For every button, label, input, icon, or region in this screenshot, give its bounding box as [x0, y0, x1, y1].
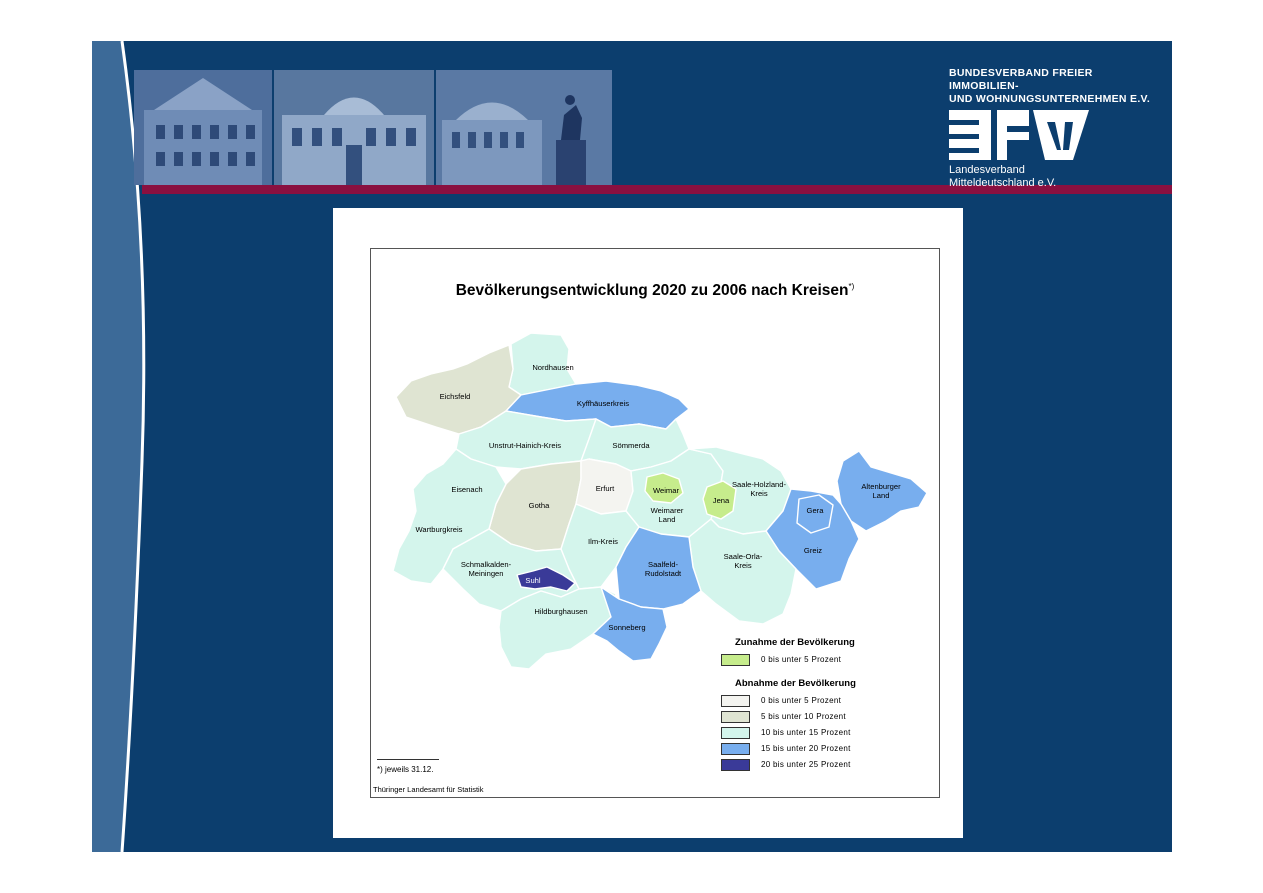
legend-increase-heading: Zunahme der Bevölkerung: [735, 637, 855, 648]
label-wartburgkreis: Wartburgkreis: [415, 525, 463, 534]
label-schmalkalden: Schmalkalden-Meiningen: [460, 560, 512, 578]
label-unstrut-hainich: Unstrut-Hainich-Kreis: [488, 441, 562, 450]
map-title-mark: *): [848, 282, 855, 291]
legend-swatch: [721, 743, 750, 755]
legend-decrease-list: [721, 695, 931, 775]
footnote-rule: [377, 759, 439, 760]
source-note: Thüringer Landesamt für Statistik: [373, 785, 484, 794]
legend-decrease-row: [721, 727, 931, 743]
legend-label: 5 bis unter 10 Prozent: [761, 712, 846, 721]
legend-increase-list: [721, 654, 931, 670]
building-photo: [134, 70, 272, 185]
legend-increase-row: [721, 654, 931, 670]
bfw-logo-mark: [949, 110, 1089, 160]
opera-statue-photo: [436, 70, 612, 185]
label-altenburger-land: Altenburger Land: [861, 482, 901, 500]
legend-label: 15 bis unter 20 Prozent: [761, 744, 851, 753]
org-title: BUNDESVERBAND FREIER IMMOBILIEN- UND WOHNUNGSUNTERNEHMEN E.V.: [949, 67, 1151, 105]
label-saale-orla: Saale-Orla-Kreis: [723, 552, 763, 570]
legend-label: 10 bis unter 15 Prozent: [761, 728, 851, 737]
map-legend: [721, 637, 931, 775]
footnote: *) jeweils 31.12.: [377, 765, 434, 774]
label-nordhausen: Nordhausen: [532, 363, 574, 372]
label-erfurt: Erfurt: [595, 484, 615, 493]
legend-label: 0 bis unter 5 Prozent: [761, 696, 842, 705]
label-kyffhaeuserkreis: Kyffhäuserkreis: [576, 399, 630, 408]
label-saale-holzland: Saale-Holzland-Kreis: [731, 480, 787, 498]
label-greiz: Greiz: [803, 546, 823, 555]
label-saalfeld: Saalfeld-Rudolstadt: [644, 560, 682, 578]
label-suhl: Suhl: [525, 576, 541, 585]
legend-decrease-row: [721, 759, 931, 775]
legend-decrease-heading: Abnahme der Bevölkerung: [735, 678, 856, 689]
bfw-logo: [949, 67, 1159, 190]
legend-label: 20 bis unter 25 Prozent: [761, 760, 851, 769]
label-weimarer-land: Weimarer Land: [650, 506, 684, 524]
legend-label: 0 bis unter 5 Prozent: [761, 655, 842, 664]
palace-photo: [274, 70, 434, 185]
legend-decrease-row: [721, 695, 931, 711]
label-ilm-kreis: Ilm-Kreis: [588, 537, 618, 546]
legend-swatch: [721, 654, 750, 666]
header-photo-strip: [134, 70, 614, 185]
legend-swatch: [721, 727, 750, 739]
label-soemmerda: Sömmerda: [612, 441, 650, 450]
legend-swatch: [721, 759, 750, 771]
label-gotha: Gotha: [528, 501, 550, 510]
slide: [92, 41, 1172, 852]
legend-swatch: [721, 711, 750, 723]
label-weimar: Weimar: [652, 486, 680, 495]
legend-decrease-row: [721, 743, 931, 759]
org-subtitle: Landesverband Mitteldeutschland e.V.: [949, 164, 1057, 189]
legend-decrease-row: [721, 711, 931, 727]
map-page: [333, 208, 963, 838]
label-gera: Gera: [806, 506, 824, 515]
label-jena: Jena: [712, 496, 730, 505]
label-sonneberg: Sonneberg: [608, 623, 646, 632]
label-hildburghausen: Hildburghausen: [534, 607, 588, 616]
label-eichsfeld: Eichsfeld: [439, 392, 471, 401]
legend-swatch: [721, 695, 750, 707]
map-title-text: Bevölkerungsentwicklung 2020 zu 2006 nach Kreisen: [455, 282, 849, 300]
map-frame: [370, 248, 940, 798]
label-eisenach: Eisenach: [451, 485, 483, 494]
